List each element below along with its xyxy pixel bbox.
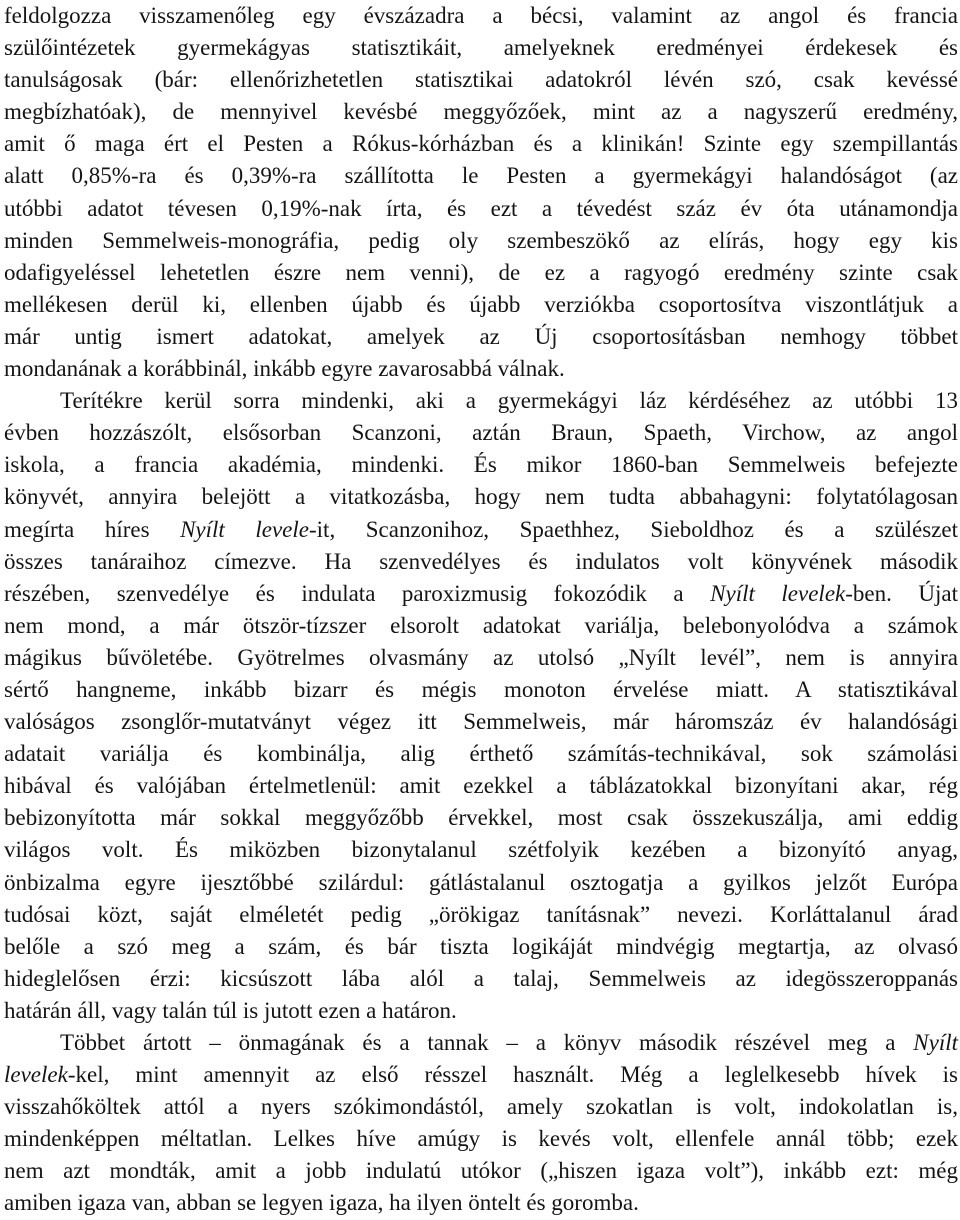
text-run: amiben igaza van, abban se legyen igaza, ha ilyen öntelt és goromba. [4, 1190, 639, 1216]
text-run: önbizalma egyre ijesztőbbé szilárdul: gátlástalanul osztogatja a gyilkos jelzőt Európa [4, 869, 958, 895]
text-line [4, 1091, 958, 1123]
text-run: belőle a szó meg a szám, és bár tiszta logikáját mindvégig megtartja, az olvasó [4, 933, 958, 959]
text-line [4, 64, 958, 96]
text-run: amit ő maga ért el Pesten a Rókus-kórházban és a klinikán! Szinte egy szempillantás [4, 131, 958, 157]
body-paragraph [4, 385, 958, 1027]
text-run: megbízhatóak), de mennyivel kevésbé meggyőzőek, mint az a nagyszerű eredmény, [4, 99, 958, 125]
text-line [4, 578, 958, 610]
text-run: sértő hangneme, inkább bizarr és mégis monoton érvelése miatt. A statisztikával [4, 676, 958, 702]
text-line [4, 674, 958, 706]
text-line [4, 257, 958, 289]
text-line [4, 1187, 958, 1219]
text-run: adatait variálja és kombinálja, alig érthető számítás-technikával, sok számolási [4, 741, 958, 767]
text-line [4, 321, 958, 353]
text-run: -kel, mint amennyit az első résszel használt. Még a leglelkesebb hívek is [67, 1062, 958, 1088]
text-run: megírta híres [4, 516, 181, 542]
text-run: határán áll, vagy talán túl is jutott ezen a határon. [4, 997, 457, 1023]
text-run: Terítékre kerül sorra mindenki, aki a gyermekágyi láz kérdéséhez az utóbbi 13 [60, 388, 958, 414]
text-line [4, 642, 958, 674]
text-line [4, 96, 958, 128]
text-run: utóbbi adatot tévesen 0,19%-nak írta, és ezt a tévedést száz év óta utánamondja [4, 195, 958, 221]
text-line [4, 706, 958, 738]
text-run: Többet ártott – önmagának és a tannak – a könyv második részével meg a [60, 1030, 914, 1055]
text-line [4, 481, 958, 513]
text-line [4, 610, 958, 642]
text-line [4, 514, 958, 546]
text-line [4, 963, 958, 995]
text-line [4, 0, 958, 32]
text-line [4, 738, 958, 770]
text-line [4, 128, 958, 160]
text-line [4, 867, 958, 899]
text-line [4, 1123, 958, 1155]
text-run: évben hozzászólt, elsősorban Scanzoni, aztán Braun, Spaeth, Virchow, az angol [4, 420, 958, 446]
text-line [4, 32, 958, 64]
body-paragraph [4, 1027, 958, 1220]
text-run: világos volt. És miközben bizonytalanul szétfolyik kezében a bizonyító anyag, [4, 837, 958, 863]
text-run: összes tanáraihoz címezve. Ha szenvedélyes és indulatos volt könyvének második [4, 548, 958, 574]
text-line [4, 1155, 958, 1187]
text-line [4, 899, 958, 931]
text-line [4, 1059, 958, 1091]
text-line [4, 160, 958, 192]
body-paragraph [4, 0, 958, 385]
text-run: minden Semmelweis-monográfia, pedig oly szembeszökő az elírás, hogy egy kis [4, 227, 958, 253]
text-run: könyvét, annyira belejött a vitatkozásba, hogy nem tudta abbahagyni: folytatólagosan [4, 484, 958, 510]
text-run: -ben. Újat [845, 580, 958, 606]
text-line [4, 546, 958, 578]
italic-title-text: Nyílt levele [180, 516, 309, 542]
text-run: valóságos zsonglőr-mutatványt végez itt Semmelweis, már háromszáz év halandósági [4, 709, 958, 735]
text-run: bebizonyította már sokkal meggyőzőbb érvekkel, most csak összekuszálja, ami eddig [4, 805, 958, 831]
text-run: odafigyeléssel lehetetlen észre nem venni), de ez a ragyogó eredmény szinte csak [4, 259, 958, 285]
text-line [4, 995, 958, 1027]
text-run: tanulságosak (bár: ellenőrizhetetlen statisztikai adatokról lévén szó, csak kevéssé [4, 67, 958, 93]
text-line [4, 353, 958, 385]
italic-title-text: Nyílt levelek [710, 580, 846, 606]
italic-title-text: levelek [4, 1062, 68, 1088]
text-run: mindenképpen méltatlan. Lelkes híve amúgy is kevés volt, ellenfele annál több; ezek [4, 1126, 958, 1152]
text-run: iskola, a francia akadémia, mindenki. És mikor 1860-ban Semmelweis befejezte [4, 452, 958, 478]
text-line [4, 802, 958, 834]
text-run: hibával és valójában értelmetlenül: amit ezekkel a táblázatokkal bizonyítani akar, rég [4, 773, 958, 799]
text-run: szülőintézetek gyermekágyas statisztikáit, amelyeknek eredményei érdekesek és [4, 35, 958, 61]
italic-title-text: Nyílt [913, 1030, 958, 1055]
text-line [4, 289, 958, 321]
text-run: hideglelősen érzi: kicsúszott lába alól a talaj, Semmelweis az idegösszeroppanás [4, 965, 958, 991]
text-run: már untig ismert adatokat, amelyek az Új csoportosításban nemhogy többet [4, 323, 958, 349]
text-run: részében, szenvedélye és indulata paroxizmusig fokozódik a [4, 580, 711, 606]
text-run: visszahőköltek attól a nyers szókimondástól, amely szokatlan is volt, indokolatlan is, [4, 1094, 958, 1120]
text-run: mágikus bűvöletébe. Gyötrelmes olvasmány az utolsó „Nyílt levél”, nem is annyira [4, 644, 958, 670]
text-run: tudósai közt, saját elméletét pedig „örökigaz tanításnak” nevezi. Korláttalanul árad [4, 901, 958, 927]
text-line [4, 225, 958, 257]
text-line [4, 449, 958, 481]
text-run: mellékesen derül ki, ellenben újabb és újabb verziókba csoportosítva viszontlátjuk a [4, 291, 958, 317]
text-run: alatt 0,85%-ra és 0,39%-ra szállította le Pesten a gyermekágyi halandóságot (az [4, 163, 958, 189]
text-line [4, 770, 958, 802]
text-line [4, 1027, 958, 1059]
text-run: nem mond, a már ötször-tízszer elsorolt adatokat variálja, belebonyolódva a számok [4, 612, 958, 638]
text-line [4, 417, 958, 449]
text-run: mondanának a korábbinál, inkább egyre zavarosabbá válnak. [4, 356, 565, 382]
text-run: -it, Scanzonihoz, Spaethhez, Sieboldhoz és a szülészet [309, 516, 958, 542]
text-line [4, 385, 958, 417]
text-line [4, 834, 958, 866]
text-line [4, 193, 958, 225]
text-run: feldolgozza visszamenőleg egy évszázadra a bécsi, valamint az angol és francia [4, 3, 958, 28]
text-line [4, 931, 958, 963]
text-run: nem azt mondták, amit a jobb indulatú utókor („hiszen igaza volt”), inkább ezt: még [4, 1158, 958, 1184]
